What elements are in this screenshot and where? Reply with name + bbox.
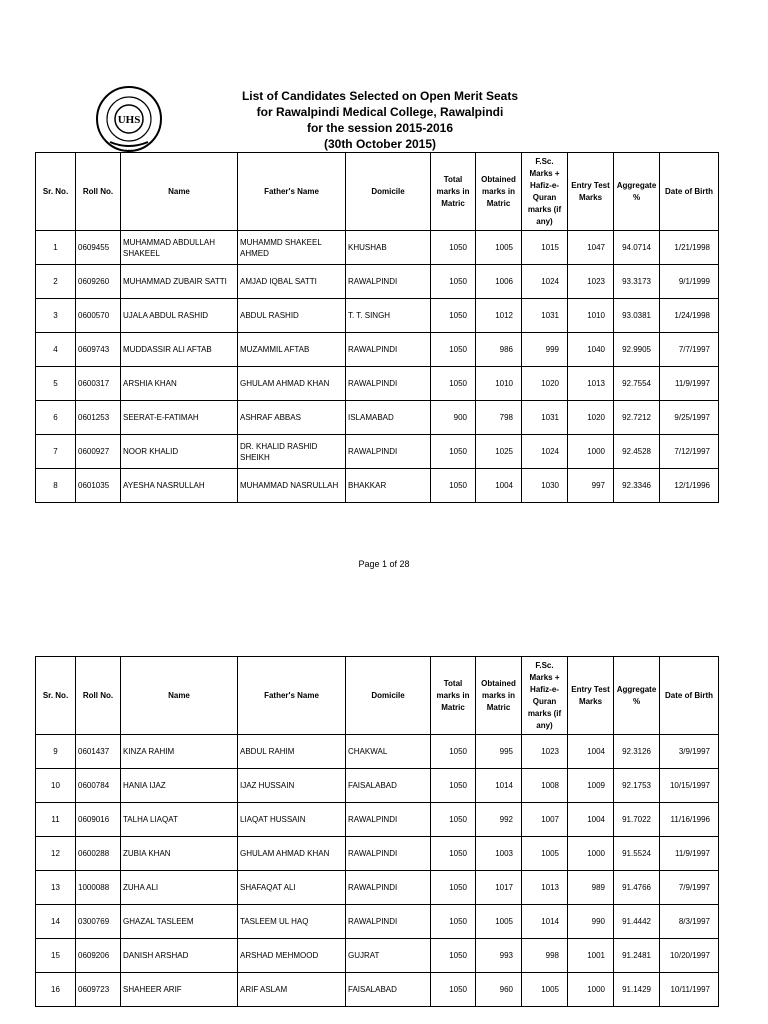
cell-name: NOOR KHALID <box>121 435 238 469</box>
column-header-entry-test-marks: Entry Test Marks <box>568 153 614 231</box>
cell-fathers-name: TASLEEM UL HAQ <box>238 905 346 939</box>
column-header-sr-no: Sr. No. <box>36 657 76 735</box>
cell-date-of-birth: 7/7/1997 <box>660 333 719 367</box>
cell-sr-no: 1 <box>36 231 76 265</box>
cell-entry-test-marks: 1000 <box>568 973 614 1007</box>
cell-name: MUDDASSIR ALI AFTAB <box>121 333 238 367</box>
cell-sr-no: 14 <box>36 905 76 939</box>
cell-aggregate: 92.7212 <box>614 401 660 435</box>
column-header-entry-test-marks: Entry Test Marks <box>568 657 614 735</box>
title-line: for Rawalpindi Medical College, Rawalpindi <box>256 105 504 119</box>
cell-total-marks-matric: 1050 <box>431 231 476 265</box>
cell-obtained-marks-matric: 1003 <box>476 837 522 871</box>
cell-fsc-marks: 1031 <box>522 401 568 435</box>
cell-aggregate: 91.7022 <box>614 803 660 837</box>
cell-sr-no: 12 <box>36 837 76 871</box>
cell-sr-no: 7 <box>36 435 76 469</box>
table-row <box>36 871 719 905</box>
cell-fsc-marks: 1014 <box>522 905 568 939</box>
cell-aggregate: 91.1429 <box>614 973 660 1007</box>
cell-entry-test-marks: 1010 <box>568 299 614 333</box>
title-line: for the session 2015-2016 <box>306 121 454 135</box>
cell-roll-no: 0300769 <box>76 905 121 939</box>
cell-roll-no: 0609206 <box>76 939 121 973</box>
cell-name: MUHAMMAD ABDULLAH SHAKEEL <box>121 231 238 265</box>
cell-roll-no: 0609723 <box>76 973 121 1007</box>
title-line: List of Candidates Selected on Open Merit Seats <box>241 89 519 103</box>
cell-roll-no: 0609260 <box>76 265 121 299</box>
cell-name: GHAZAL TASLEEM <box>121 905 238 939</box>
cell-fsc-marks: 1023 <box>522 735 568 769</box>
cell-domicile: RAWALPINDI <box>346 803 431 837</box>
cell-date-of-birth: 10/15/1997 <box>660 769 719 803</box>
cell-fsc-marks: 1030 <box>522 469 568 503</box>
cell-name: ZUBIA KHAN <box>121 837 238 871</box>
cell-sr-no: 9 <box>36 735 76 769</box>
cell-date-of-birth: 8/3/1997 <box>660 905 719 939</box>
table-row <box>36 469 719 503</box>
cell-obtained-marks-matric: 995 <box>476 735 522 769</box>
uhs-logo <box>94 84 164 154</box>
column-header-total-marks-matric: Total marks in Matric <box>431 153 476 231</box>
cell-aggregate: 93.3173 <box>614 265 660 299</box>
cell-obtained-marks-matric: 1006 <box>476 265 522 299</box>
cell-sr-no: 15 <box>36 939 76 973</box>
merit-table-page1 <box>35 152 719 503</box>
cell-fathers-name: ABDUL RASHID <box>238 299 346 333</box>
cell-domicile: RAWALPINDI <box>346 333 431 367</box>
cell-entry-test-marks: 1013 <box>568 367 614 401</box>
cell-aggregate: 92.3126 <box>614 735 660 769</box>
column-header-roll-no: Roll No. <box>76 657 121 735</box>
cell-total-marks-matric: 1050 <box>431 265 476 299</box>
cell-fsc-marks: 1005 <box>522 973 568 1007</box>
cell-date-of-birth: 11/9/1997 <box>660 367 719 401</box>
cell-total-marks-matric: 1050 <box>431 973 476 1007</box>
cell-obtained-marks-matric: 1005 <box>476 905 522 939</box>
cell-obtained-marks-matric: 1014 <box>476 769 522 803</box>
cell-name: MUHAMMAD ZUBAIR SATTI <box>121 265 238 299</box>
cell-date-of-birth: 11/9/1997 <box>660 837 719 871</box>
cell-name: ARSHIA KHAN <box>121 367 238 401</box>
cell-roll-no: 0609743 <box>76 333 121 367</box>
title-line: (30th October 2015) <box>323 137 437 151</box>
column-header-domicile: Domicile <box>346 657 431 735</box>
cell-fathers-name: IJAZ HUSSAIN <box>238 769 346 803</box>
cell-total-marks-matric: 1050 <box>431 939 476 973</box>
cell-fsc-marks: 1031 <box>522 299 568 333</box>
cell-fathers-name: MUZAMMIL AFTAB <box>238 333 346 367</box>
table-row <box>36 401 719 435</box>
cell-sr-no: 6 <box>36 401 76 435</box>
cell-entry-test-marks: 997 <box>568 469 614 503</box>
cell-roll-no: 0601253 <box>76 401 121 435</box>
cell-entry-test-marks: 1000 <box>568 435 614 469</box>
cell-domicile: GUJRAT <box>346 939 431 973</box>
cell-entry-test-marks: 989 <box>568 871 614 905</box>
cell-name: UJALA ABDUL RASHID <box>121 299 238 333</box>
cell-roll-no: 0600927 <box>76 435 121 469</box>
column-header-fathers-name: Father's Name <box>238 657 346 735</box>
logo-initials: UHS <box>117 114 141 126</box>
cell-date-of-birth: 7/9/1997 <box>660 871 719 905</box>
cell-date-of-birth: 10/11/1997 <box>660 973 719 1007</box>
cell-sr-no: 5 <box>36 367 76 401</box>
cell-fathers-name: DR. KHALID RASHID SHEIKH <box>238 435 346 469</box>
cell-total-marks-matric: 1050 <box>431 871 476 905</box>
cell-total-marks-matric: 1050 <box>431 333 476 367</box>
cell-entry-test-marks: 1047 <box>568 231 614 265</box>
column-header-date-of-birth: Date of Birth <box>660 657 719 735</box>
cell-obtained-marks-matric: 1012 <box>476 299 522 333</box>
cell-roll-no: 1000088 <box>76 871 121 905</box>
cell-entry-test-marks: 1023 <box>568 265 614 299</box>
cell-domicile: T. T. SINGH <box>346 299 431 333</box>
cell-fsc-marks: 999 <box>522 333 568 367</box>
cell-total-marks-matric: 1050 <box>431 735 476 769</box>
cell-name: ZUHA ALI <box>121 871 238 905</box>
cell-roll-no: 0600784 <box>76 769 121 803</box>
cell-aggregate: 91.2481 <box>614 939 660 973</box>
table-row <box>36 803 719 837</box>
cell-entry-test-marks: 1020 <box>568 401 614 435</box>
cell-fathers-name: AMJAD IQBAL SATTI <box>238 265 346 299</box>
cell-fsc-marks: 1007 <box>522 803 568 837</box>
column-header-fsc-marks: F.Sc. Marks + Hafiz-e-Quran marks (if any) <box>522 657 568 735</box>
cell-name: SHAHEER ARIF <box>121 973 238 1007</box>
cell-domicile: RAWALPINDI <box>346 367 431 401</box>
cell-obtained-marks-matric: 993 <box>476 939 522 973</box>
cell-date-of-birth: 9/25/1997 <box>660 401 719 435</box>
cell-total-marks-matric: 1050 <box>431 837 476 871</box>
cell-aggregate: 92.3346 <box>614 469 660 503</box>
column-header-obtained-marks-matric: Obtained marks in Matric <box>476 153 522 231</box>
cell-aggregate: 91.4442 <box>614 905 660 939</box>
cell-fsc-marks: 1013 <box>522 871 568 905</box>
cell-obtained-marks-matric: 798 <box>476 401 522 435</box>
cell-date-of-birth: 7/12/1997 <box>660 435 719 469</box>
cell-date-of-birth: 11/16/1996 <box>660 803 719 837</box>
cell-domicile: BHAKKAR <box>346 469 431 503</box>
cell-total-marks-matric: 1050 <box>431 367 476 401</box>
cell-fsc-marks: 1020 <box>522 367 568 401</box>
column-header-aggregate: Aggregate % <box>614 153 660 231</box>
cell-fathers-name: ARIF ASLAM <box>238 973 346 1007</box>
cell-total-marks-matric: 1050 <box>431 469 476 503</box>
cell-aggregate: 91.5524 <box>614 837 660 871</box>
cell-aggregate: 92.4528 <box>614 435 660 469</box>
cell-aggregate: 92.7554 <box>614 367 660 401</box>
table-row <box>36 435 719 469</box>
cell-fsc-marks: 1008 <box>522 769 568 803</box>
cell-entry-test-marks: 1000 <box>568 837 614 871</box>
cell-date-of-birth: 9/1/1999 <box>660 265 719 299</box>
cell-entry-test-marks: 1004 <box>568 735 614 769</box>
cell-obtained-marks-matric: 1017 <box>476 871 522 905</box>
column-header-date-of-birth: Date of Birth <box>660 153 719 231</box>
table-row <box>36 735 719 769</box>
cell-entry-test-marks: 1001 <box>568 939 614 973</box>
table-row <box>36 837 719 871</box>
cell-roll-no: 0609455 <box>76 231 121 265</box>
cell-roll-no: 0600288 <box>76 837 121 871</box>
cell-fsc-marks: 1015 <box>522 231 568 265</box>
cell-total-marks-matric: 1050 <box>431 769 476 803</box>
cell-fathers-name: ARSHAD MEHMOOD <box>238 939 346 973</box>
cell-sr-no: 8 <box>36 469 76 503</box>
cell-fsc-marks: 998 <box>522 939 568 973</box>
cell-roll-no: 0601437 <box>76 735 121 769</box>
cell-obtained-marks-matric: 1005 <box>476 231 522 265</box>
table-row <box>36 265 719 299</box>
cell-sr-no: 2 <box>36 265 76 299</box>
cell-roll-no: 0609016 <box>76 803 121 837</box>
cell-sr-no: 10 <box>36 769 76 803</box>
cell-domicile: FAISALABAD <box>346 973 431 1007</box>
cell-obtained-marks-matric: 992 <box>476 803 522 837</box>
cell-sr-no: 3 <box>36 299 76 333</box>
column-header-roll-no: Roll No. <box>76 153 121 231</box>
cell-aggregate: 93.0381 <box>614 299 660 333</box>
cell-fathers-name: GHULAM AHMAD KHAN <box>238 837 346 871</box>
cell-obtained-marks-matric: 1025 <box>476 435 522 469</box>
cell-total-marks-matric: 1050 <box>431 803 476 837</box>
column-header-obtained-marks-matric: Obtained marks in Matric <box>476 657 522 735</box>
column-header-fsc-marks: F.Sc. Marks + Hafiz-e-Quran marks (if any) <box>522 153 568 231</box>
cell-total-marks-matric: 1050 <box>431 435 476 469</box>
table-row <box>36 231 719 265</box>
cell-fathers-name: GHULAM AHMAD KHAN <box>238 367 346 401</box>
cell-domicile: RAWALPINDI <box>346 265 431 299</box>
cell-domicile: ISLAMABAD <box>346 401 431 435</box>
table-row <box>36 905 719 939</box>
column-header-total-marks-matric: Total marks in Matric <box>431 657 476 735</box>
cell-date-of-birth: 1/21/1998 <box>660 231 719 265</box>
cell-fathers-name: MUHAMMD SHAKEEL AHMED <box>238 231 346 265</box>
cell-aggregate: 92.1753 <box>614 769 660 803</box>
cell-fsc-marks: 1005 <box>522 837 568 871</box>
cell-sr-no: 13 <box>36 871 76 905</box>
cell-total-marks-matric: 1050 <box>431 905 476 939</box>
cell-domicile: CHAKWAL <box>346 735 431 769</box>
cell-aggregate: 91.4766 <box>614 871 660 905</box>
cell-domicile: RAWALPINDI <box>346 435 431 469</box>
cell-entry-test-marks: 1004 <box>568 803 614 837</box>
cell-obtained-marks-matric: 1004 <box>476 469 522 503</box>
page-number: Page 1 of 28 <box>358 559 410 569</box>
cell-sr-no: 11 <box>36 803 76 837</box>
cell-name: SEERAT-E-FATIMAH <box>121 401 238 435</box>
cell-date-of-birth: 3/9/1997 <box>660 735 719 769</box>
cell-aggregate: 94.0714 <box>614 231 660 265</box>
table-row <box>36 299 719 333</box>
column-header-name: Name <box>121 657 238 735</box>
cell-date-of-birth: 12/1/1996 <box>660 469 719 503</box>
cell-roll-no: 0601035 <box>76 469 121 503</box>
cell-sr-no: 16 <box>36 973 76 1007</box>
cell-fathers-name: ABDUL RAHIM <box>238 735 346 769</box>
cell-total-marks-matric: 900 <box>431 401 476 435</box>
cell-name: KINZA RAHIM <box>121 735 238 769</box>
cell-fathers-name: LIAQAT HUSSAIN <box>238 803 346 837</box>
column-header-aggregate: Aggregate % <box>614 657 660 735</box>
cell-fathers-name: MUHAMMAD NASRULLAH <box>238 469 346 503</box>
cell-name: HANIA IJAZ <box>121 769 238 803</box>
cell-name: AYESHA NASRULLAH <box>121 469 238 503</box>
table-row <box>36 367 719 401</box>
cell-roll-no: 0600570 <box>76 299 121 333</box>
table-row <box>36 333 719 367</box>
cell-aggregate: 92.9905 <box>614 333 660 367</box>
cell-entry-test-marks: 1040 <box>568 333 614 367</box>
table-row <box>36 939 719 973</box>
cell-fsc-marks: 1024 <box>522 265 568 299</box>
cell-domicile: RAWALPINDI <box>346 871 431 905</box>
column-header-name: Name <box>121 153 238 231</box>
column-header-domicile: Domicile <box>346 153 431 231</box>
cell-total-marks-matric: 1050 <box>431 299 476 333</box>
document-title <box>220 88 540 152</box>
cell-name: TALHA LIAQAT <box>121 803 238 837</box>
cell-domicile: FAISALABAD <box>346 769 431 803</box>
cell-fsc-marks: 1024 <box>522 435 568 469</box>
cell-domicile: RAWALPINDI <box>346 837 431 871</box>
cell-fathers-name: SHAFAQAT ALI <box>238 871 346 905</box>
cell-obtained-marks-matric: 960 <box>476 973 522 1007</box>
cell-domicile: RAWALPINDI <box>346 905 431 939</box>
cell-date-of-birth: 1/24/1998 <box>660 299 719 333</box>
cell-date-of-birth: 10/20/1997 <box>660 939 719 973</box>
cell-obtained-marks-matric: 1010 <box>476 367 522 401</box>
svg-text:• • •: • • • <box>125 147 133 152</box>
cell-fathers-name: ASHRAF ABBAS <box>238 401 346 435</box>
merit-table-page2 <box>35 656 719 1007</box>
column-header-sr-no: Sr. No. <box>36 153 76 231</box>
column-header-fathers-name: Father's Name <box>238 153 346 231</box>
cell-sr-no: 4 <box>36 333 76 367</box>
cell-name: DANISH ARSHAD <box>121 939 238 973</box>
cell-entry-test-marks: 990 <box>568 905 614 939</box>
cell-domicile: KHUSHAB <box>346 231 431 265</box>
cell-obtained-marks-matric: 986 <box>476 333 522 367</box>
table-row <box>36 769 719 803</box>
cell-roll-no: 0600317 <box>76 367 121 401</box>
table-row <box>36 973 719 1007</box>
cell-entry-test-marks: 1009 <box>568 769 614 803</box>
